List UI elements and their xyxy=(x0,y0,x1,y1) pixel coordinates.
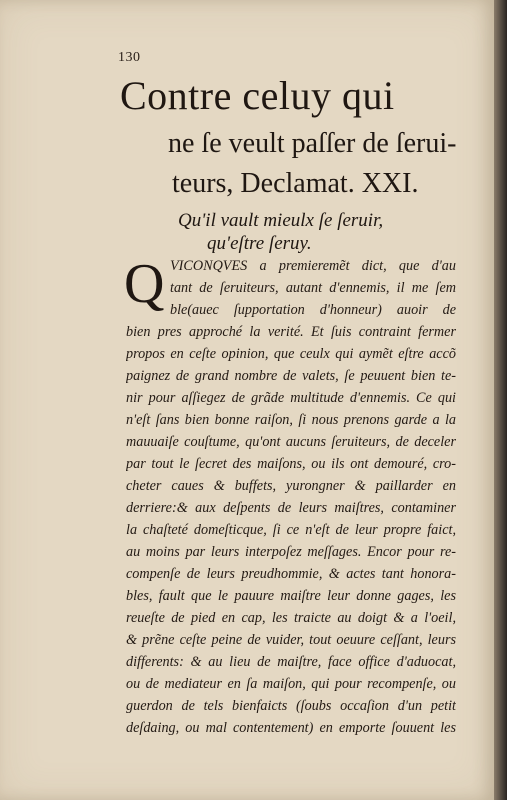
book-edge-shadow xyxy=(494,0,507,800)
body-line: cheter caues & buffets, yurongner & paillarder en xyxy=(126,478,456,494)
body-line: guerdon de tels bienfaicts (ſoubs occaſion d'un petit xyxy=(126,698,456,714)
subtitle-line-2: qu'eſtre ſeruy. xyxy=(207,233,312,254)
body-line: propos en ceſte opinion, que ceulx qui aymẽt eſtre accõ xyxy=(126,346,456,362)
body-line: reueſte de pied en cap, les traicte au doigt & a l'oeil, xyxy=(126,610,456,626)
title-line-2: ne ſe veult paſſer de ſerui- xyxy=(168,128,457,159)
drop-cap-initial: Q xyxy=(124,253,165,315)
body-line: par tout le ſecret des maiſons, ou ils ont demouré, cro- xyxy=(126,456,456,472)
body-line: bien pres approché la verité. Et ſuis contraint fermer xyxy=(126,324,456,340)
body-line: deſdaing, ou mal contentement) en emporte ſouuent les xyxy=(126,720,456,736)
body-line: paignez de grand nombre de valets, ſe peuuent bien te- xyxy=(126,368,456,384)
page-number: 130 xyxy=(118,50,141,65)
title-line-1: Contre celuy qui xyxy=(120,73,395,118)
body-line: la chaſteté domeſticque, ſi ce n'eſt de leur propre faict, xyxy=(126,522,456,538)
body-line: ble(auec ſupportation d'honneur) auoir de xyxy=(170,302,456,318)
title-line-3: teurs, Declamat. XXI. xyxy=(172,168,419,199)
body-line: nir pour aſſiegez de grãde multitude d'ennemis. Ce qui xyxy=(126,390,456,406)
body-line: & prẽne ceſte peine de vuider, tout oeuure ceſſant, leurs xyxy=(126,632,456,648)
body-line: tant de ſeruiteurs, autant d'ennemis, il me ſem xyxy=(170,280,456,296)
subtitle-line-1: Qu'il vault mieulx ſe ſeruir, xyxy=(178,210,384,231)
body-line: VICONQVES a premieremẽt dict, que d'au xyxy=(170,258,456,274)
body-line: differents: & au lieu de maiſtre, face office d'aduocat, xyxy=(126,654,456,670)
body-line: au moins par leurs interpoſez meſſages. Encor pour re- xyxy=(126,544,456,560)
body-line: mauuaiſe couſtume, qu'ont aucuns ſeruiteurs, de deceler xyxy=(126,434,456,450)
body-line: bles, fault que le pauure maiſtre leur donne gages, les xyxy=(126,588,456,604)
body-line: n'eſt ſans bien bonne raiſon, ſi nous prenons garde a la xyxy=(126,412,456,428)
body-line: ou de mediateur en ſa maiſon, qui pour recompenſe, ou xyxy=(126,676,456,692)
body-line: compenſe de leurs preudhommie, & actes tant honora- xyxy=(126,566,456,582)
body-line: derriere:& aux deſpents de leurs maiſtres, contaminer xyxy=(126,500,456,516)
